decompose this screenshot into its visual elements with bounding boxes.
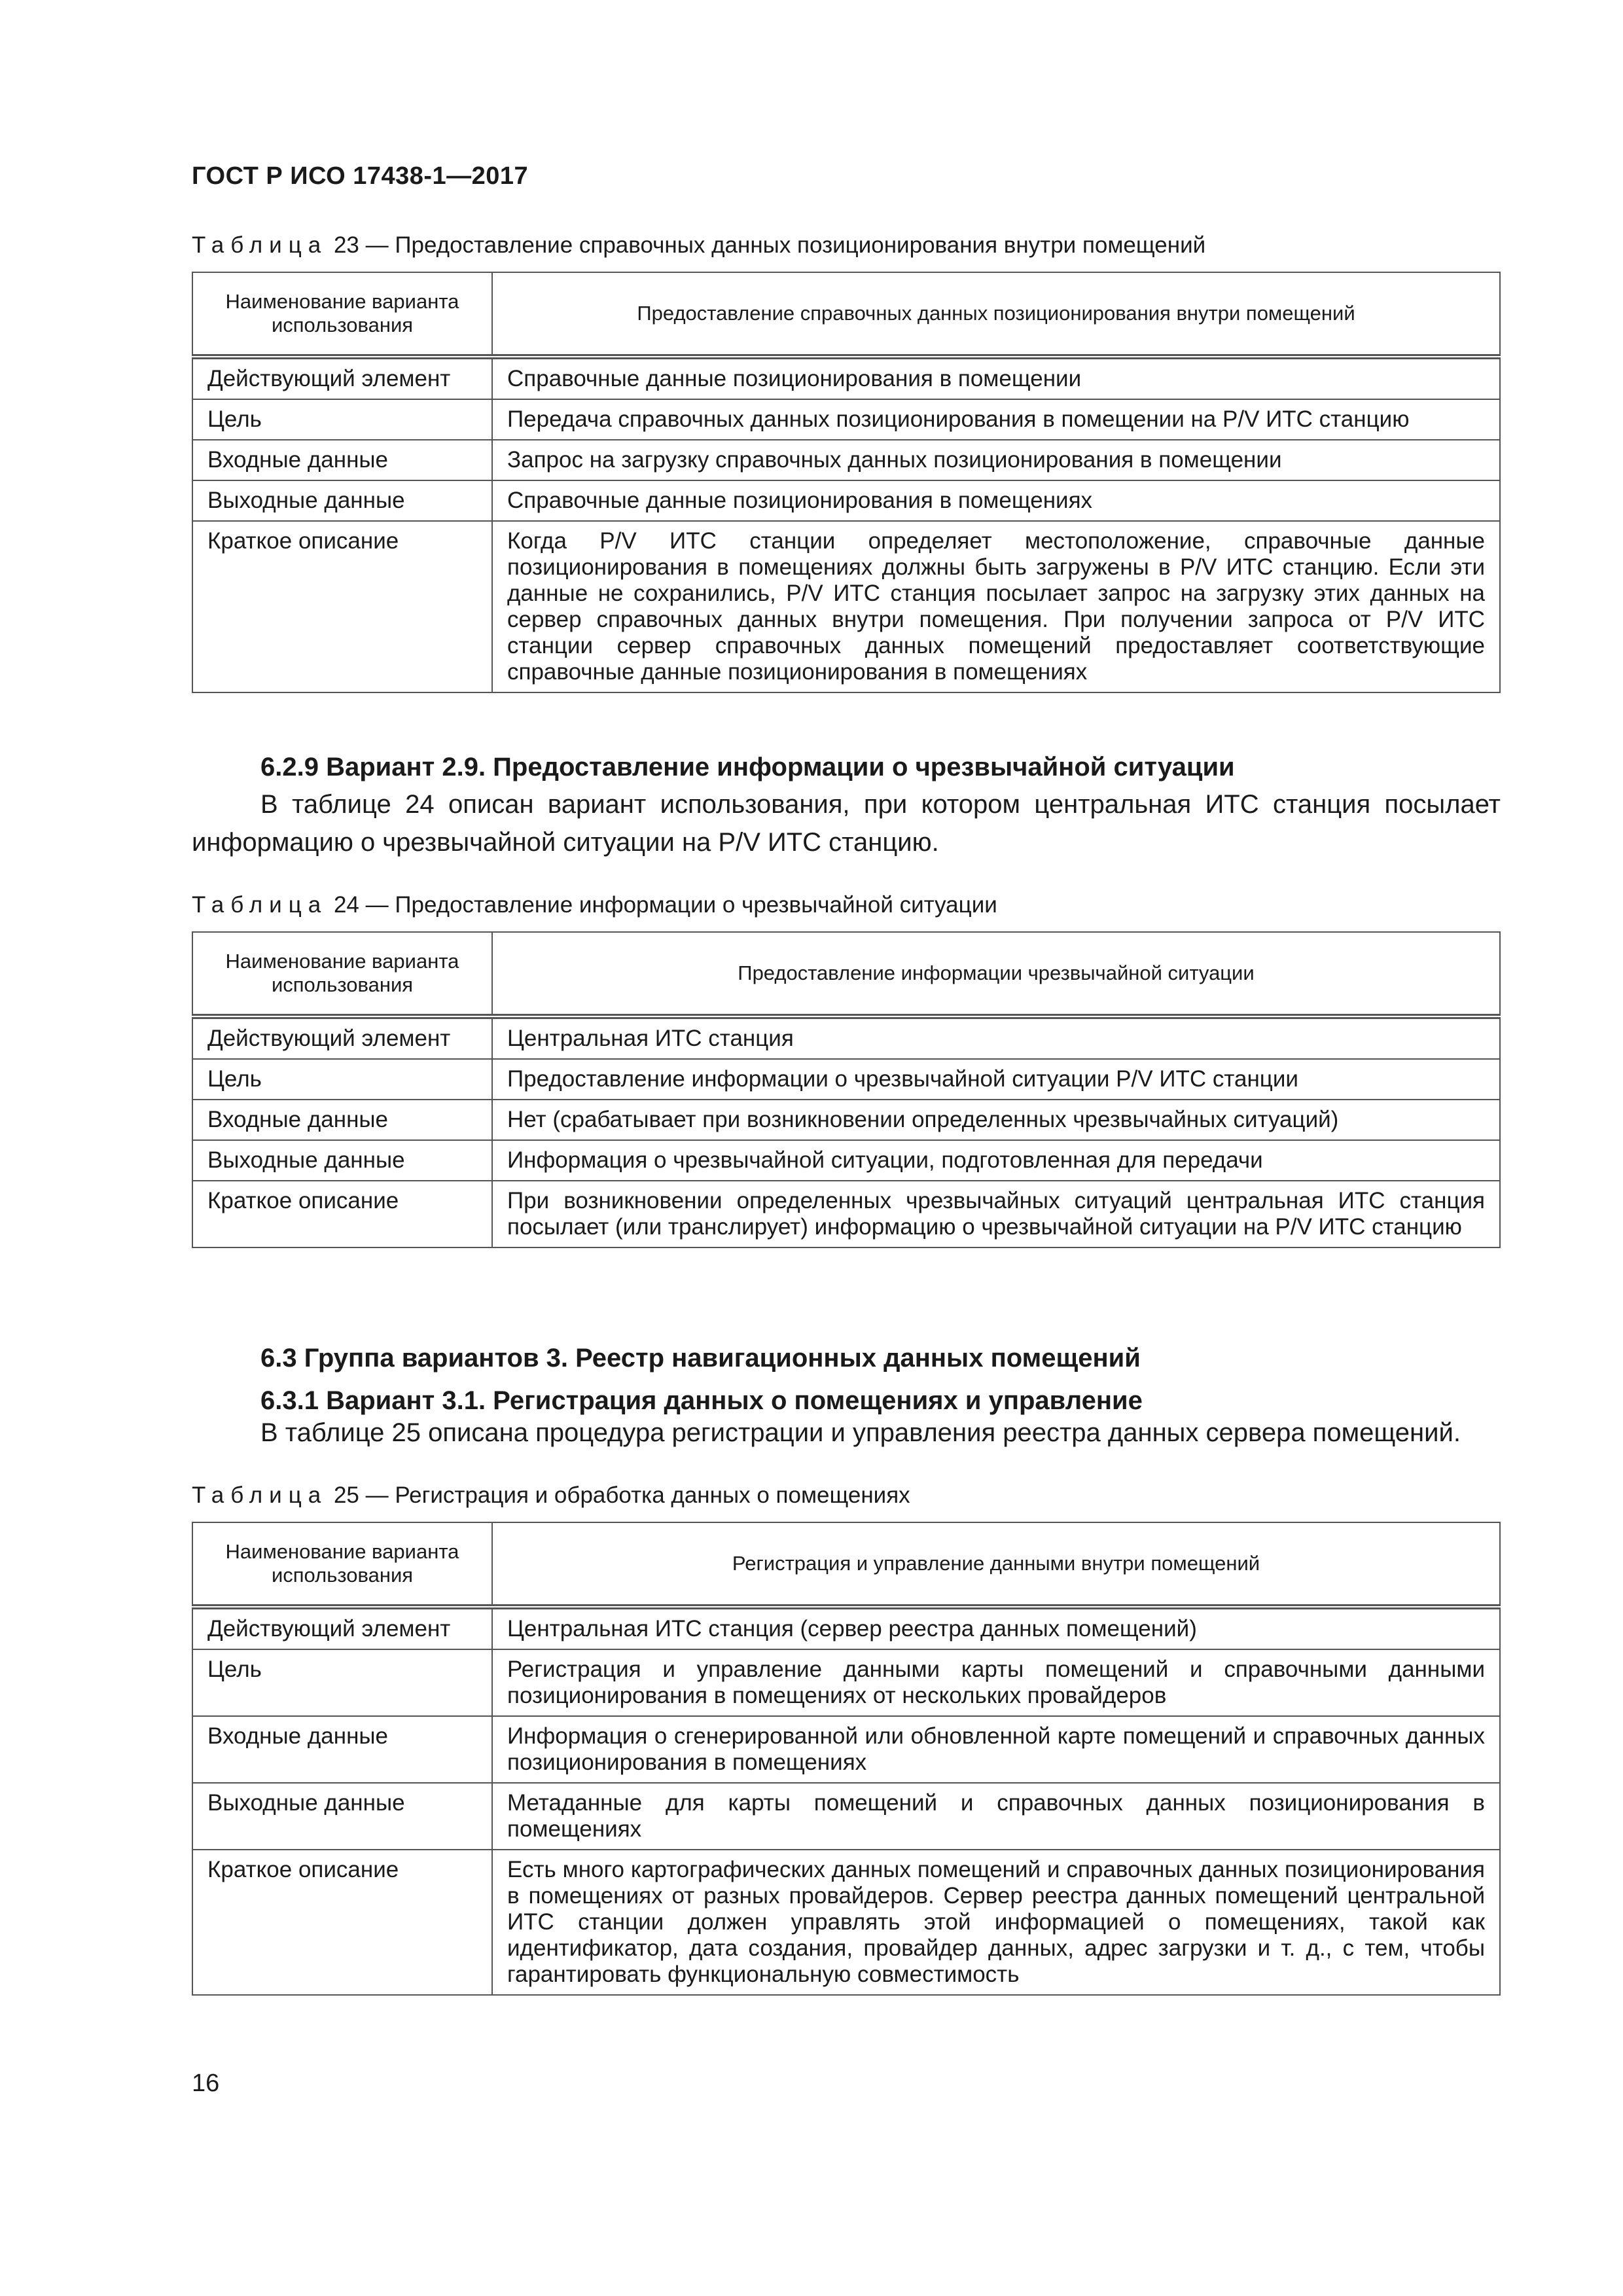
caption-text: 25 — Регистрация и обработка данных о помещениях bbox=[327, 1482, 910, 1508]
table-header-row bbox=[192, 272, 1500, 357]
row-value: Нет (срабатывает при возникновении определенных чрезвычайных ситуаций) bbox=[492, 1100, 1500, 1140]
row-label: Действующий элемент bbox=[192, 1607, 492, 1649]
table-row bbox=[192, 357, 1500, 399]
table-row bbox=[192, 1140, 1500, 1181]
row-value: Предоставление информации о чрезвычайной ситуации P/V ИТС станции bbox=[492, 1059, 1500, 1100]
row-label: Действующий элемент bbox=[192, 357, 492, 399]
header-cell-usecase-name: Наименование варианта использования bbox=[192, 1522, 492, 1607]
caption-prefix: Таблица bbox=[192, 892, 328, 918]
caption-text: 23 — Предоставление справочных данных позиционирования внутри помещений bbox=[327, 232, 1206, 258]
page-number: 16 bbox=[192, 2070, 220, 2097]
row-value: Информация о сгенерированной или обновленной карте помещений и справочных данных позиционирования в помещениях bbox=[492, 1716, 1500, 1783]
row-label: Цель bbox=[192, 1649, 492, 1716]
section-6-2-9-text: В таблице 24 описан вариант использования, при котором центральная ИТС станция посылает информацию о чрезвычайной ситуации на P/V ИТС станцию. bbox=[192, 790, 1501, 857]
section-6-3-1-text: В таблице 25 описана процедура регистрации и управления реестра данных сервера помещений. bbox=[260, 1418, 1461, 1447]
section-6-3-1-title: 6.3.1 Вариант 3.1. Регистрация данных о помещениях и управление bbox=[260, 1386, 1143, 1415]
row-label: Выходные данные bbox=[192, 1783, 492, 1850]
table-23-caption bbox=[192, 232, 1205, 259]
row-value: Когда P/V ИТС станции определяет местоположение, справочные данные позиционирования в помещениях должны быть загружены в P/V ИТС станцию. Если эти данные не сохранились, P/V ИТС станция посылает запрос на загрузку этих данных на сервер справочных данных внутри помещения. При получении запроса от P/V ИТС станции сервер справочных данных помещений предоставляет соответствующие справочные данные позиционирования в помещениях bbox=[492, 521, 1500, 692]
row-label: Действующий элемент bbox=[192, 1016, 492, 1059]
header-cell-usecase-name: Наименование варианта использования bbox=[192, 932, 492, 1016]
section-6-3-title: 6.3 Группа вариантов 3. Реестр навигационных данных помещений bbox=[260, 1344, 1141, 1372]
row-value: Центральная ИТС станция bbox=[492, 1016, 1500, 1059]
table-row bbox=[192, 1100, 1500, 1140]
caption-text: 24 — Предоставление информации о чрезвычайной ситуации bbox=[327, 892, 997, 918]
row-label: Входные данные bbox=[192, 1100, 492, 1140]
table-row bbox=[192, 1181, 1500, 1247]
section-6-2-9-title: 6.2.9 Вариант 2.9. Предоставление информации о чрезвычайной ситуации bbox=[260, 753, 1235, 781]
table-row bbox=[192, 440, 1500, 480]
table-24 bbox=[192, 931, 1501, 1248]
row-value: Справочные данные позиционирования в помещениях bbox=[492, 480, 1500, 521]
row-label: Краткое описание bbox=[192, 1181, 492, 1247]
table-row bbox=[192, 1059, 1500, 1100]
table-row bbox=[192, 1850, 1500, 1995]
table-25 bbox=[192, 1522, 1501, 1996]
row-value: Информация о чрезвычайной ситуации, подготовленная для передачи bbox=[492, 1140, 1500, 1181]
row-label: Цель bbox=[192, 1059, 492, 1100]
row-label: Выходные данные bbox=[192, 1140, 492, 1181]
row-label: Входные данные bbox=[192, 1716, 492, 1783]
table-23 bbox=[192, 272, 1501, 693]
row-label: Выходные данные bbox=[192, 480, 492, 521]
table-row bbox=[192, 1607, 1500, 1649]
table-row bbox=[192, 1716, 1500, 1783]
header-cell-usecase-name: Наименование варианта использования bbox=[192, 272, 492, 357]
row-value: Есть много картографических данных помещений и справочных данных позиционирования в помещениях от разных провайдеров. Сервер реестра данных помещений центральной ИТС станции должен управлять этой информацией о помещениях, такой как идентификатор, дата создания, провайдер данных, адрес загрузки и т. д., с тем, чтобы гарантировать функциональную совместимость bbox=[492, 1850, 1500, 1995]
table-row bbox=[192, 1649, 1500, 1716]
table-row bbox=[192, 399, 1500, 440]
table-header-row bbox=[192, 932, 1500, 1016]
row-value: При возникновении определенных чрезвычайных ситуаций центральная ИТС станция посылает (или транслирует) информацию о чрезвычайной ситуации на P/V ИТС станцию bbox=[492, 1181, 1500, 1247]
document-header: ГОСТ Р ИСО 17438-1—2017 bbox=[192, 162, 529, 190]
row-value: Передача справочных данных позиционирования в помещении на P/V ИТС станцию bbox=[492, 399, 1500, 440]
row-value: Регистрация и управление данными карты помещений и справочными данными позиционирования в помещениях от нескольких провайдеров bbox=[492, 1649, 1500, 1716]
header-cell-usecase-title: Регистрация и управление данными внутри помещений bbox=[492, 1522, 1500, 1607]
table-24-caption bbox=[192, 892, 997, 918]
header-cell-usecase-title: Предоставление справочных данных позиционирования внутри помещений bbox=[492, 272, 1500, 357]
row-label: Входные данные bbox=[192, 440, 492, 480]
row-value: Центральная ИТС станция (сервер реестра данных помещений) bbox=[492, 1607, 1500, 1649]
table-row bbox=[192, 1016, 1500, 1059]
table-row bbox=[192, 480, 1500, 521]
table-header-row bbox=[192, 1522, 1500, 1607]
row-value: Запрос на загрузку справочных данных позиционирования в помещении bbox=[492, 440, 1500, 480]
caption-prefix: Таблица bbox=[192, 232, 328, 258]
row-value: Метаданные для карты помещений и справочных данных позиционирования в помещениях bbox=[492, 1783, 1500, 1850]
row-label: Краткое описание bbox=[192, 1850, 492, 1995]
row-label: Краткое описание bbox=[192, 521, 492, 692]
table-25-caption bbox=[192, 1482, 910, 1509]
row-label: Цель bbox=[192, 399, 492, 440]
table-row bbox=[192, 521, 1500, 692]
table-row bbox=[192, 1783, 1500, 1850]
row-value: Справочные данные позиционирования в помещении bbox=[492, 357, 1500, 399]
caption-prefix: Таблица bbox=[192, 1482, 328, 1508]
header-cell-usecase-title: Предоставление информации чрезвычайной ситуации bbox=[492, 932, 1500, 1016]
